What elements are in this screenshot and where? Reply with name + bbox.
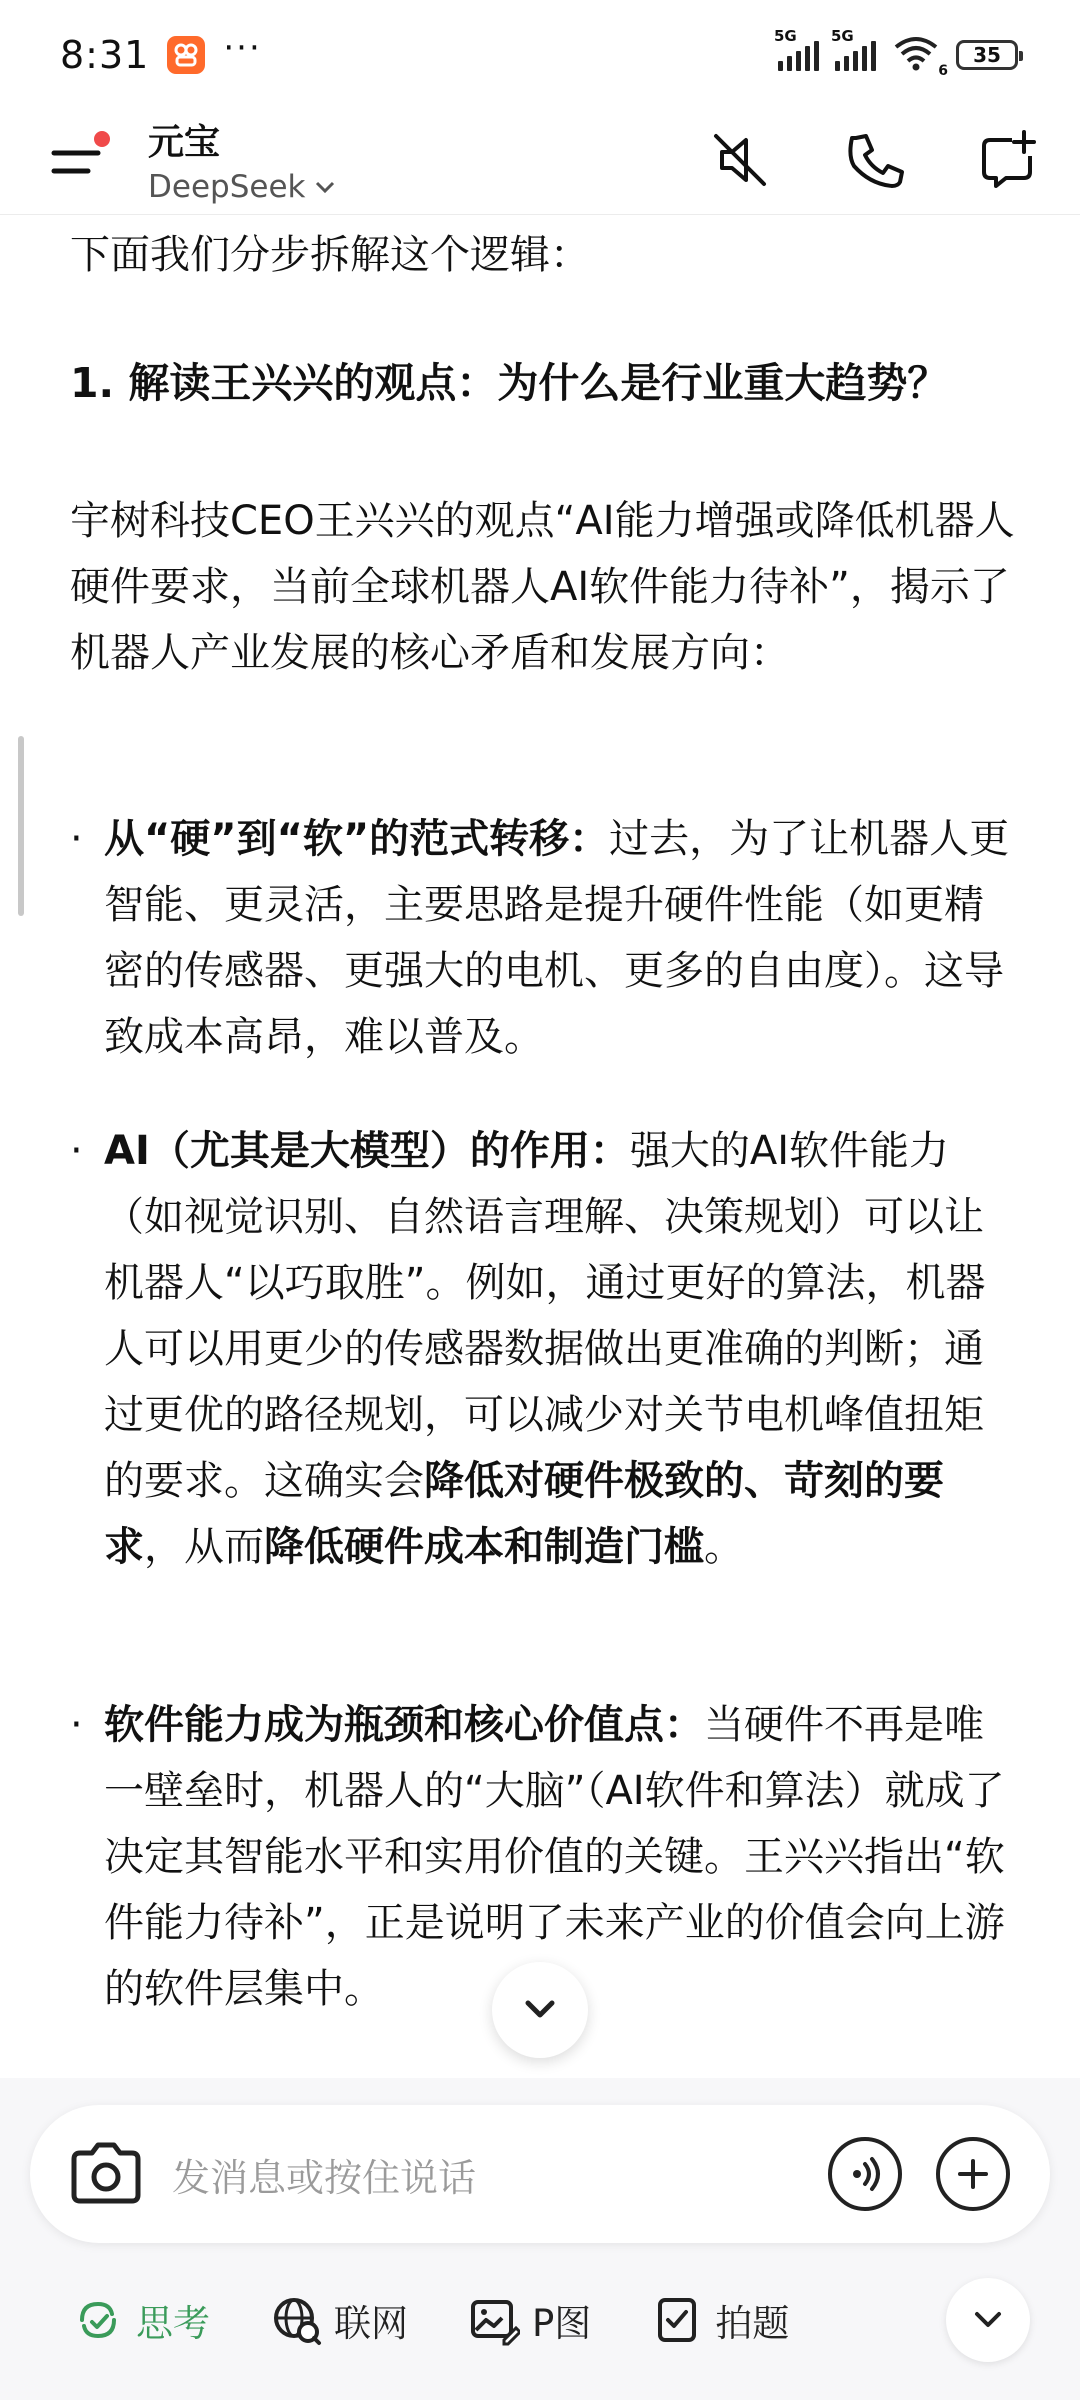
- list-item: [70, 806, 1020, 1070]
- bullet-text: 当硬件不再是唯一壁垒时，机器人的“大脑”（AI软件和算法）就成了决定其智能水平和实用价值的关键。王兴兴指出“软件能力待补”，正是说明了未来产业的价值会向上游的软件层集中。: [104, 1702, 1005, 2012]
- tool-label: 拍题: [715, 2302, 790, 2345]
- bullet-dot: ·: [70, 1128, 83, 1174]
- chat-message: [0, 216, 1080, 2076]
- bullet-lead: 软件能力成为瓶颈和核心价值点：: [104, 1702, 704, 1748]
- plus-icon: [954, 2155, 992, 2193]
- section-heading: 1. 解读王兴兴的观点：为什么是行业重大趋势？: [70, 359, 949, 407]
- mute-button[interactable]: [708, 128, 772, 192]
- bullet-dot: ·: [70, 1702, 83, 1748]
- message-input[interactable]: 发消息或按住说话: [172, 2155, 477, 2200]
- call-button[interactable]: [842, 128, 906, 192]
- image-edit-icon: [468, 2294, 520, 2346]
- camera-icon: [68, 2141, 144, 2207]
- tool-bar: [0, 2270, 1080, 2370]
- tool-label: P图: [532, 2302, 592, 2345]
- status-bar: [0, 0, 1080, 110]
- chat-title: 元宝: [148, 122, 221, 163]
- voice-button[interactable]: [828, 2137, 902, 2211]
- bullet-bold: 降低对硬件极致的、苛刻的要求: [104, 1458, 944, 1570]
- tool-label: 联网: [334, 2302, 408, 2345]
- menu-button[interactable]: [48, 125, 118, 195]
- scrollbar[interactable]: [18, 736, 24, 916]
- tool-label: 思考: [136, 2302, 210, 2345]
- new-chat-icon: [976, 128, 1040, 192]
- new-chat-button[interactable]: [976, 128, 1040, 192]
- battery-level: 35: [973, 43, 1001, 67]
- voice-wave-icon: [845, 2154, 885, 2194]
- camera-button[interactable]: [66, 2134, 146, 2214]
- chevron-down-icon: [313, 177, 337, 197]
- globe-icon: [270, 2294, 322, 2346]
- message-input-bar[interactable]: [30, 2105, 1050, 2243]
- think-icon: [72, 2294, 124, 2346]
- bullet-dot: ·: [70, 816, 83, 862]
- signal-icon: [774, 27, 819, 71]
- tool-image-edit[interactable]: [468, 2293, 591, 2347]
- intro-text: 下面我们分步拆解这个逻辑：: [70, 232, 590, 278]
- signal-icon-2: [831, 27, 876, 71]
- app-notification-icon: [167, 36, 205, 74]
- more-tools-button[interactable]: [946, 2278, 1030, 2362]
- more-notifications-indicator: ···: [223, 28, 262, 68]
- battery-icon: [956, 40, 1018, 70]
- chevron-down-icon: [520, 1995, 560, 2025]
- scroll-to-bottom-button[interactable]: [492, 1962, 588, 2058]
- add-attachment-button[interactable]: [936, 2137, 1010, 2211]
- bullet-lead: 从“硬”到“软”的范式转移：: [104, 816, 610, 862]
- phone-icon: [842, 128, 906, 192]
- chevron-down-icon: [971, 2308, 1005, 2332]
- model-selector[interactable]: [148, 169, 337, 205]
- bullet-text: 。: [704, 1524, 744, 1570]
- tool-photo-question[interactable]: [651, 2293, 789, 2347]
- tool-web-search[interactable]: [270, 2293, 408, 2347]
- model-name: DeepSeek: [148, 169, 306, 205]
- bullet-text: ，从而: [144, 1524, 264, 1570]
- bullet-lead: AI（尤其是大模型）的作用：: [104, 1128, 630, 1174]
- bullet-text: 过去，为了让机器人更智能、更灵活，主要思路是提升硬件性能（如更精密的传感器、更强大的电机、更多的自由度）。这导致成本高昂，难以普及。: [104, 816, 1010, 1060]
- unread-dot: [94, 131, 110, 147]
- tool-think[interactable]: [72, 2293, 210, 2347]
- mute-icon: [708, 128, 772, 192]
- network-type-label-2: 5G: [831, 27, 854, 45]
- network-type-label: 5G: [774, 27, 797, 45]
- wifi-standard-label: 6: [938, 63, 948, 79]
- bullet-bold: 降低硬件成本和制造门槛: [264, 1524, 704, 1570]
- wifi-icon: [892, 35, 948, 79]
- status-time: 8:31: [60, 33, 150, 77]
- chat-header: [0, 105, 1080, 215]
- list-item: [70, 1118, 1020, 1580]
- paragraph: 宇树科技CEO王兴兴的观点“AI能力增强或降低机器人硬件要求，当前全球机器人AI软件能力待补”，揭示了机器人产业发展的核心矛盾和发展方向：: [70, 498, 1015, 676]
- bullet-text: 强大的AI软件能力（如视觉识别、自然语言理解、决策规划）可以让机器人“以巧取胜”。例如，通过更好的算法，机器人可以用更少的传感器数据做出更准确的判断；通过更优的路径规划，可以减少对关节电机峰值扭矩的要求。这确实会: [104, 1128, 986, 1504]
- photo-question-icon: [651, 2294, 703, 2346]
